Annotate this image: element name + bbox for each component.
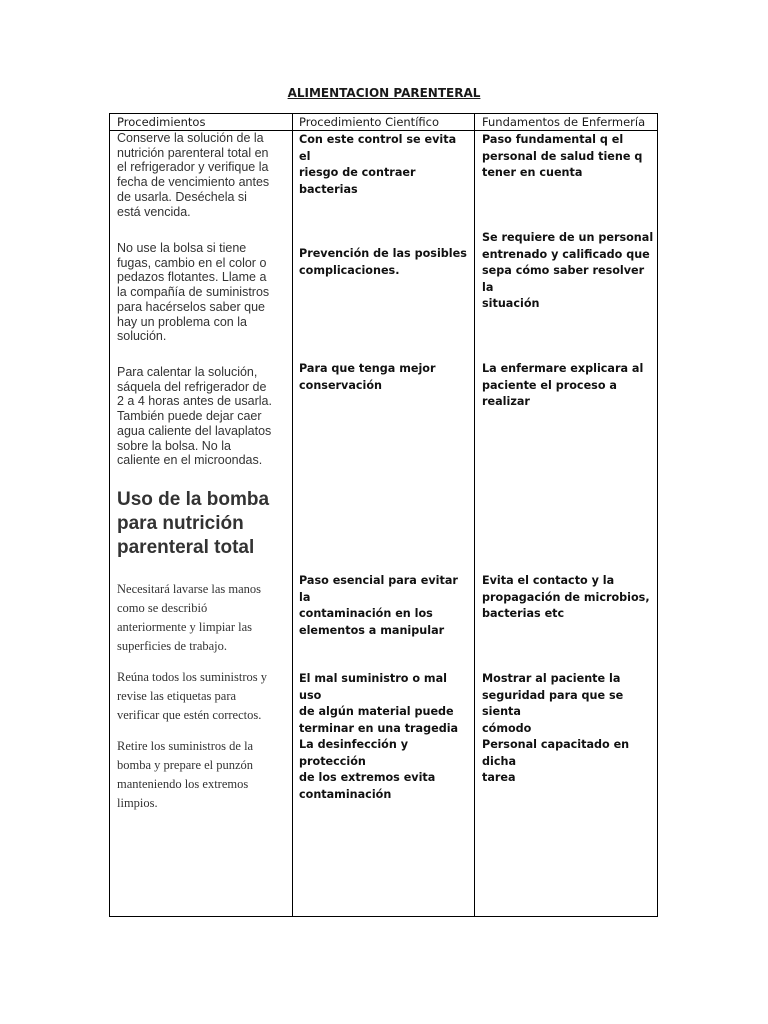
column-divider	[292, 114, 293, 916]
nursing-text-6: Personal capacitado en dicha tarea	[482, 738, 630, 784]
procedure-text-2: No use la bolsa si tiene fugas, cambio en el color o pedazos flotantes. Llame a la compañía de suministros para hacérselos saber que hay un problema con la solución.	[117, 241, 270, 344]
scientific-text-1: Con este control se evita el riesgo de contraer bacterias	[299, 133, 457, 196]
scientific-text-6: La desinfección y protección de los extremos evita contaminación	[299, 738, 436, 801]
scientific-text-2: Prevención de las posibles complicaciones.	[299, 247, 467, 277]
nursing-text-4: Evita el contacto y la propagación de microbios, bacterias etc	[482, 574, 650, 620]
procedures-table	[109, 113, 658, 917]
column-divider	[474, 114, 475, 916]
nursing-text-5: Mostrar al paciente la seguridad para que se sienta cómodo	[482, 672, 624, 735]
procedure-text-3: Para calentar la solución, sáquela del refrigerador de 2 a 4 horas antes de usarla. También puede dejar caer agua caliente del lavaplatos sobre la bolsa. No la caliente en el microondas.	[117, 365, 272, 468]
nursing-text-1: Paso fundamental q el personal de salud tiene q tener en cuenta	[482, 133, 643, 179]
scientific-text-3: Para que tenga mejor conservación	[299, 362, 436, 392]
procedure-text-4: Necesitará lavarse las manos como se describió anteriormente y limpiar las superficies de trabajo.	[117, 582, 262, 653]
procedure-text-5: Reúna todos los suministros y revise las etiquetas para verificar que estén correctos.	[117, 670, 268, 722]
header-fundamentos: Fundamentos de Enfermería	[482, 115, 646, 129]
document-title: ALIMENTACION PARENTERAL	[287, 86, 481, 100]
procedure-text-6: Retire los suministros de la bomba y prepare el punzón manteniendo los extremos limpios.	[117, 739, 254, 810]
scientific-text-4: Paso esencial para evitar la contaminación en los elementos a manipular	[299, 574, 458, 637]
nursing-text-3: La enfermare explicara al paciente el proceso a realizar	[482, 362, 644, 408]
scientific-text-5: El mal suministro o mal uso de algún material puede terminar en una tragedia	[299, 672, 459, 735]
nursing-text-2: Se requiere de un personal entrenado y calificado que sepa cómo saber resolver la situación	[482, 231, 654, 310]
header-procedimiento-cientifico: Procedimiento Científico	[299, 115, 439, 129]
header-procedimientos: Procedimientos	[117, 115, 206, 129]
procedure-text-1: Conserve la solución de la nutrición parenteral total en el refrigerador y verifique la fecha de vencimiento antes de usarla. Deséchela si está vencida.	[117, 131, 270, 219]
section-heading: Uso de la bomba para nutrición parenteral total	[117, 489, 270, 558]
